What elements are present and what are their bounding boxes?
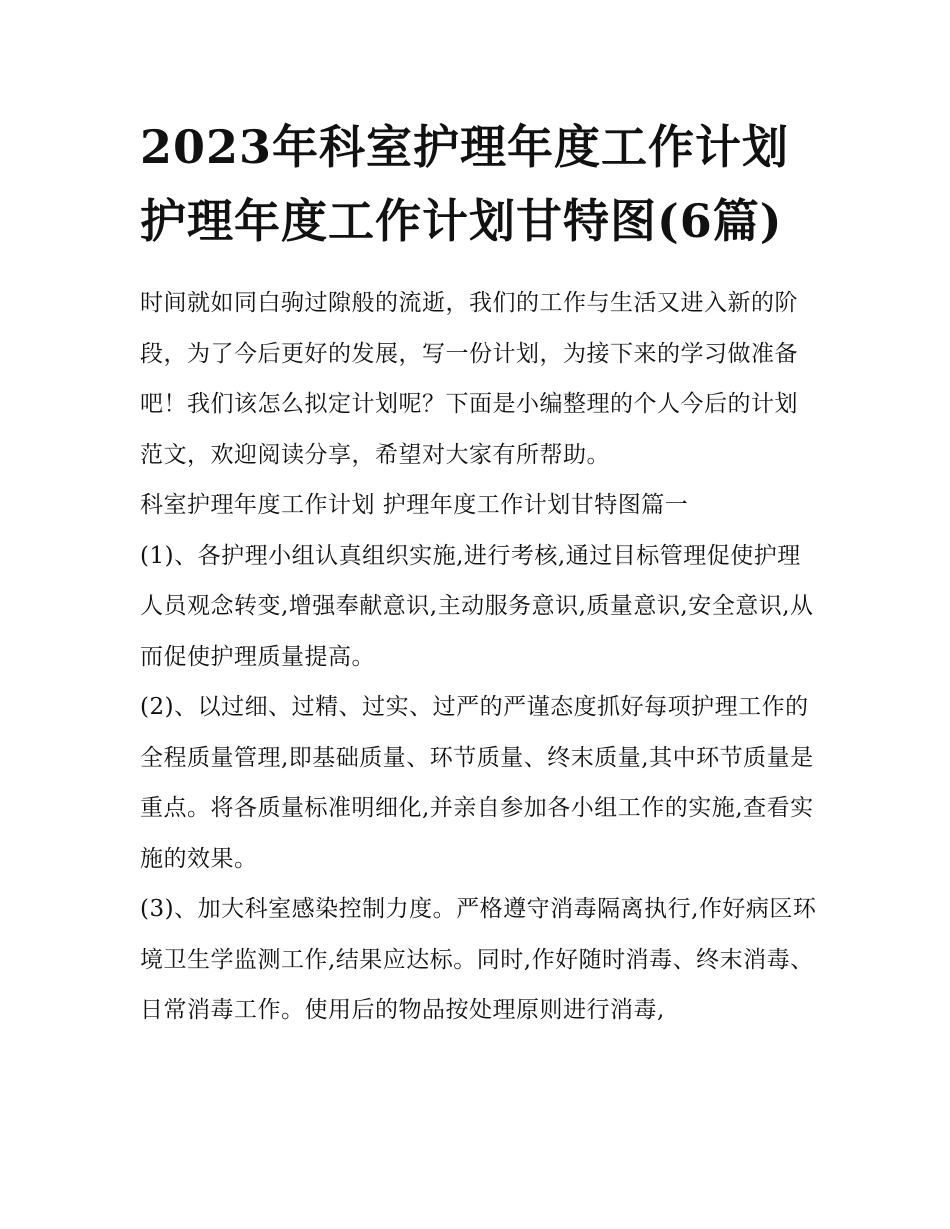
section-heading: 科室护理年度工作计划 护理年度工作计划甘特图篇一	[140, 492, 689, 518]
paragraph-item-2: (2)、以过细、过精、过实、过严的严谨态度抓好每项护理工作的全程质量管理,即基础质量、环节质量、终末质量,其中环节质量是重点。将各质量标准明细化,并亲自参加各小组工作的实施,查看实施的效果。	[140, 694, 814, 872]
paragraph-intro: 时间就如同白驹过隙般的流逝，我们的工作与生活又进入新的阶段，为了今后更好的发展，写一份计划，为接下来的学习做准备吧！我们该怎么拟定计划呢？下面是小编整理的个人今后的计划范文，欢迎阅读分享，希望对大家有所帮助。	[140, 290, 798, 468]
paragraph-item-3: (3)、加大科室感染控制力度。严格遵守消毒隔离执行,作好病区环境卫生学监测工作,结果应达标。同时,作好随时消毒、终末消毒、日常消毒工作。使用后的物品按处理原则进行消毒,	[140, 896, 817, 1023]
document-page	[140, 110, 820, 1036]
paragraph-item-1: (1)、各护理小组认真组织实施,进行考核,通过目标管理促使护理人员观念转变,增强奉献意识,主动服务意识,质量意识,安全意识,从而促使护理质量提高。	[140, 542, 814, 670]
document-title: 2023年科室护理年度工作计划 护理年度工作计划甘特图(6篇)	[140, 120, 790, 248]
